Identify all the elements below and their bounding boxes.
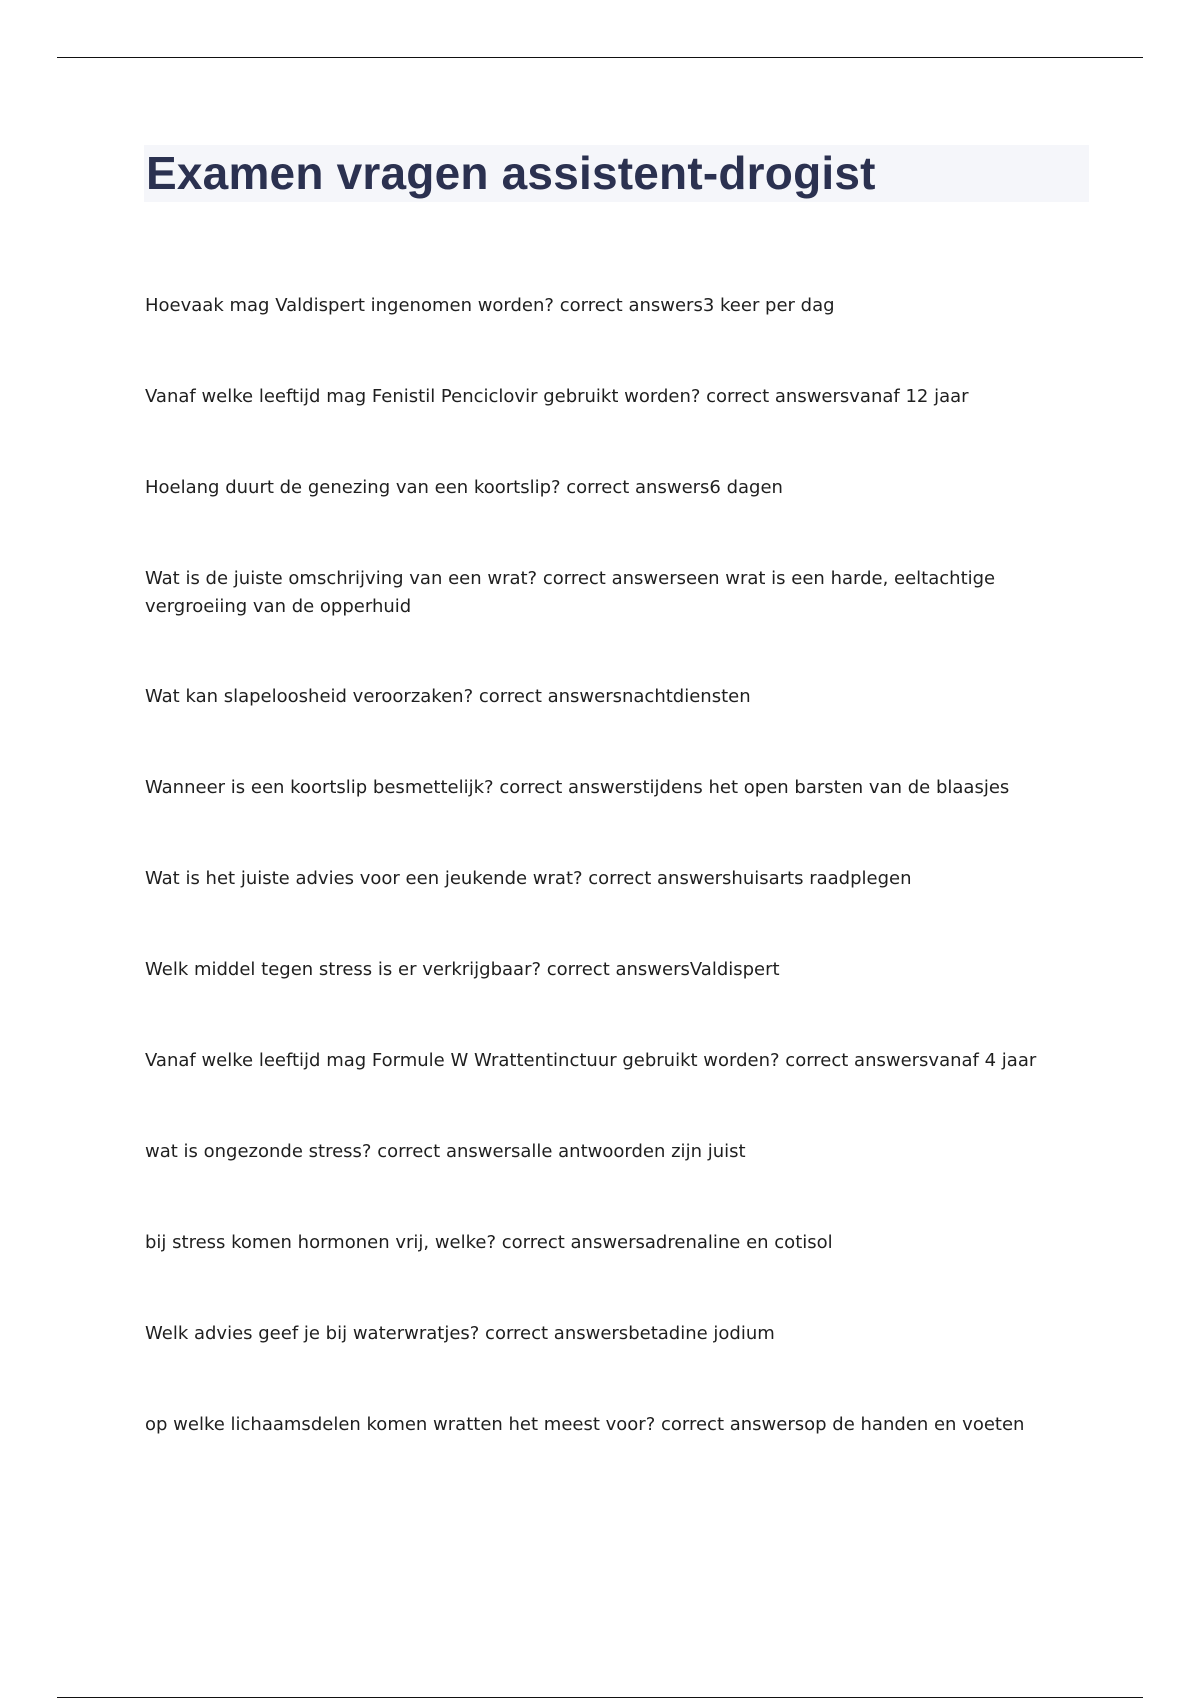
qa-item: Wat is het juiste advies voor een jeukende wrat? correct answershuisarts raadplegen [145,868,912,889]
qa-item: Welk advies geef je bij waterwratjes? correct answersbetadine jodium [145,1323,775,1344]
qa-item: op welke lichaamsdelen komen wratten het meest voor? correct answersop de handen en voeten [145,1414,1025,1435]
qa-item: Vanaf welke leeftijd mag Formule W Wrattentinctuur gebruikt worden? correct answersvanaf 4 jaar [145,1050,1037,1071]
qa-item: bij stress komen hormonen vrij, welke? correct answersadrenaline en cotisol [145,1232,833,1253]
bottom-rule [57,1697,1143,1698]
qa-item: wat is ongezonde stress? correct answersalle antwoorden zijn juist [145,1141,746,1162]
qa-item: Wat is de juiste omschrijving van een wrat? correct answerseen wrat is een harde, eeltachtige vergroeiing van de opperhuid [145,568,996,617]
top-rule [57,57,1143,58]
qa-item: Hoevaak mag Valdispert ingenomen worden? correct answers3 keer per dag [145,295,835,316]
qa-item: Hoelang duurt de genezing van een koortslip? correct answers6 dagen [145,477,783,498]
document-title: Examen vragen assistent-drogist [146,147,876,199]
qa-item: Wat kan slapeloosheid veroorzaken? correct answersnachtdiensten [145,686,751,707]
qa-item: Welk middel tegen stress is er verkrijgbaar? correct answersValdispert [145,959,780,980]
qa-item: Wanneer is een koortslip besmettelijk? correct answerstijdens het open barsten van de blaasjes [145,777,1010,798]
qa-item: Vanaf welke leeftijd mag Fenistil Penciclovir gebruikt worden? correct answersvanaf 12 jaar [145,386,969,407]
